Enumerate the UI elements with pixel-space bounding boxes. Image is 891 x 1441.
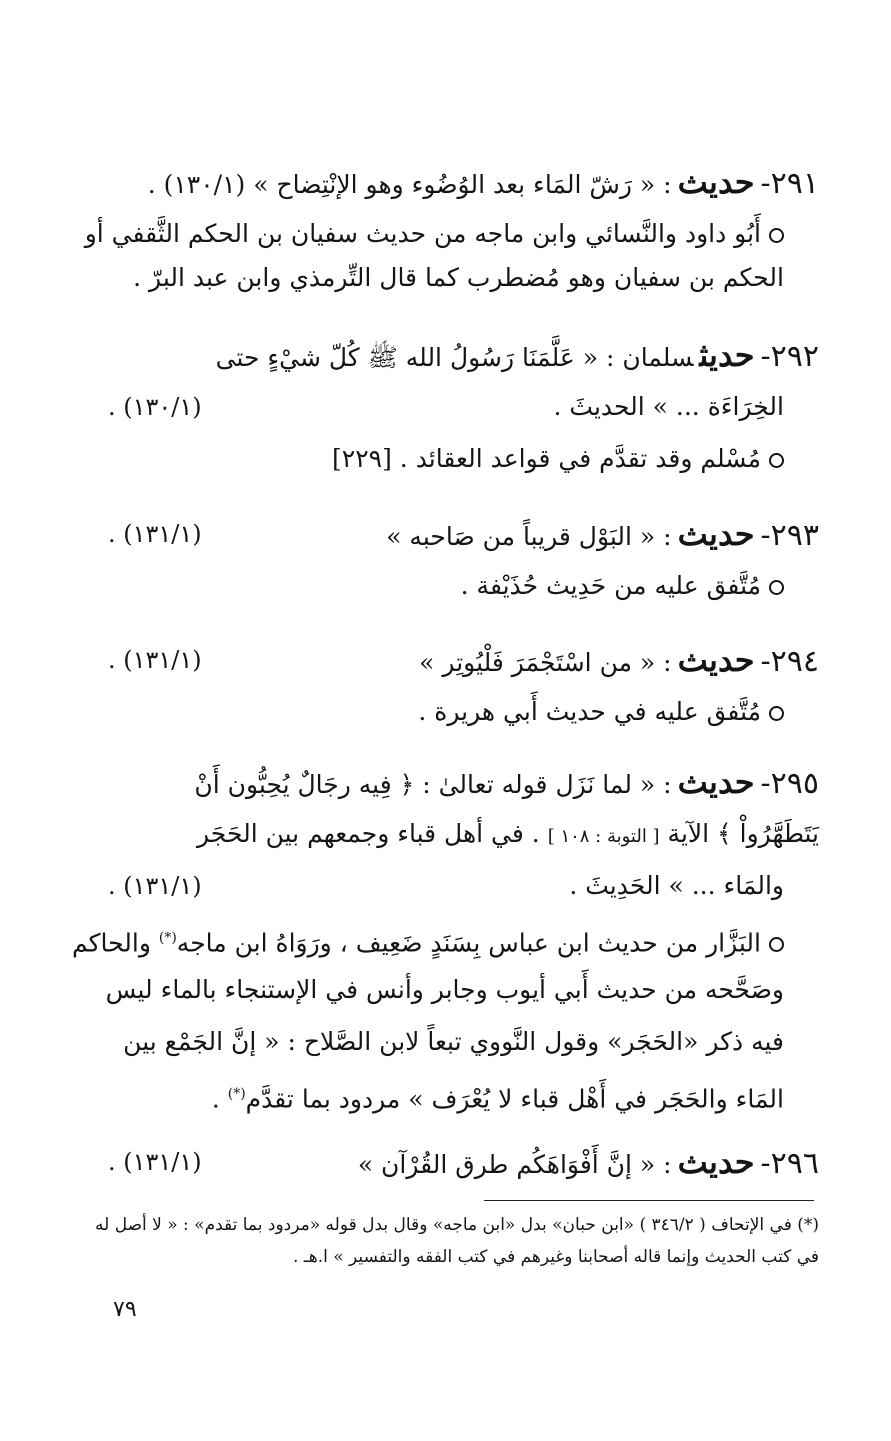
entry-293-reference: (١٣١/١) .	[108, 520, 202, 548]
entry-number: ٢٩٢-	[760, 339, 819, 374]
entry-295-note-cont2	[104, 1020, 784, 1064]
note-text: وصَحَّحه من حديث أَبي أيوب وجابر وأنس في الإستنجاء بالماء ليس	[105, 975, 784, 1004]
hadith-keyword: حديث	[677, 515, 755, 553]
footnote-marker: (*)	[227, 1086, 246, 1102]
circle-bullet-icon	[769, 580, 784, 595]
entry-295-text-cont	[109, 812, 819, 859]
entry-294-heading	[259, 638, 819, 685]
note-text: والحاكم	[71, 928, 151, 958]
entry-text: الخِرَاءَة ... » الحديثَ .	[553, 392, 784, 421]
entry-291-note	[84, 212, 784, 256]
entry-292-heading	[109, 333, 819, 380]
circle-bullet-icon	[769, 453, 784, 468]
entry-296-reference: (١٣١/١) .	[108, 1148, 202, 1176]
entry-number: ٢٩٣-	[760, 518, 819, 553]
entry-text: . في أهل قباء وجمعهم بين الحَجَر	[197, 819, 540, 848]
entry-292-reference: (١٣٠/١) .	[108, 393, 202, 421]
entry-text: سلمان : « عَلَّمَنَا رَسُولُ الله ﷺ كُلّ شيْءٍ حتى	[215, 343, 694, 372]
entry-text: : « إنَّ أَفْوَاهَكُم طرق القُرْآن »	[357, 1150, 672, 1179]
entry-number: ٢٩٦-	[760, 1146, 819, 1181]
entry-text: والمَاء ... » الحَدِيثَ .	[569, 871, 784, 900]
entry-number: ٢٩٥-	[760, 766, 819, 801]
entry-292-text-cont	[264, 385, 784, 429]
entry-295-note	[71, 916, 784, 965]
entry-292-note	[104, 437, 784, 481]
circle-bullet-icon	[769, 706, 784, 721]
entry-number: ٢٩١-	[760, 166, 819, 201]
entry-293-note	[104, 564, 784, 608]
entry-291-note-cont	[104, 256, 784, 300]
entry-295-heading	[109, 760, 819, 807]
entry-294-reference: (١٣١/١) .	[108, 646, 202, 674]
circle-bullet-icon	[769, 937, 784, 952]
footnote-line: في كتب الحديث وإنما قاله أصحابنا وغيرهم في كتب الفقه والتفسير » ا.هـ .	[292, 1247, 819, 1267]
entry-text: : « لما نَزَل قوله تعالىٰ : ﴿ فِيه رجَالٌ يُحِبُّون أَنْ	[194, 770, 672, 799]
note-text: مُسْلم وقد تقدَّم في قواعد العقائد . [٢٢٩]	[332, 444, 761, 473]
footnote-line: (*) في الإتحاف ( ٣٤٦/٢ ) «ابن حبان» بدل «ابن ماجه» وقال بدل قوله «مردود بما تقدم» : « لا أصل له	[95, 1215, 819, 1235]
entry-text: : « من اسْتَجْمَرَ فَلْيُوتِر »	[419, 648, 672, 677]
quran-citation: [ التوبة : ١٠٨ ]	[547, 826, 660, 847]
circle-bullet-icon	[769, 228, 784, 243]
entry-text: يَتَطَهَّرُواْ ﴾ الآية	[667, 819, 819, 848]
footnote-divider	[484, 1200, 814, 1201]
entry-text: : « رَشّ المَاء بعد الوُضُوء وهو الإنْتِضاح » (١٣٠/١) .	[147, 170, 672, 199]
hadith-keyword: حديث	[677, 1143, 755, 1181]
page-number: ٧٩	[113, 1297, 137, 1322]
hadith-keyword: حديث	[677, 763, 755, 801]
note-text: الحكم بن سفيان وهو مُضطرب كما قال التِّرمذي وابن عبد البرّ .	[133, 263, 784, 292]
hadith-keyword: حديث	[677, 641, 755, 679]
entry-293-heading	[259, 512, 819, 559]
note-text: .	[211, 1084, 220, 1114]
entry-number: ٢٩٤-	[760, 644, 819, 679]
note-text: مُتَّفق عليه من حَدِيث حُذَيْفة .	[460, 571, 761, 600]
note-text: فيه ذكر «الحَجَر» وقول النَّووي تبعاً لابن الصَّلاح : « إنَّ الجَمْع بين	[123, 1027, 784, 1056]
footnote-marker: (*)	[158, 930, 177, 946]
note-text: المَاء والحَجَر في أَهْل قباء لا يُعْرَف » مردود بما تقدَّم	[245, 1084, 784, 1114]
entry-296-heading	[259, 1140, 819, 1187]
entry-295-text-cont2	[264, 864, 784, 908]
entry-text: : « البَوْل قريباً من صَاحبه »	[386, 522, 672, 551]
note-text: البَزَّار من حديث ابن عباس بِسَنَدٍ ضَعِيف ، ورَوَاهُ ابن ماجه	[176, 928, 761, 958]
note-text: مُتَّفق عليه في حديث أَبي هريرة .	[418, 697, 761, 726]
entry-295-note-cont	[104, 968, 784, 1012]
entry-295-reference: (١٣١/١) .	[108, 872, 202, 900]
entry-294-note	[104, 690, 784, 734]
entry-291-heading	[109, 160, 819, 207]
entry-295-note-cont3	[104, 1072, 784, 1121]
hadith-keyword: حديث	[677, 163, 755, 201]
note-text: أَبُو داود والنَّسائي وابن ماجه من حديث سفيان بن الحكم الثَّقفي أو	[84, 219, 761, 248]
hadith-keyword: حديث	[699, 336, 755, 374]
